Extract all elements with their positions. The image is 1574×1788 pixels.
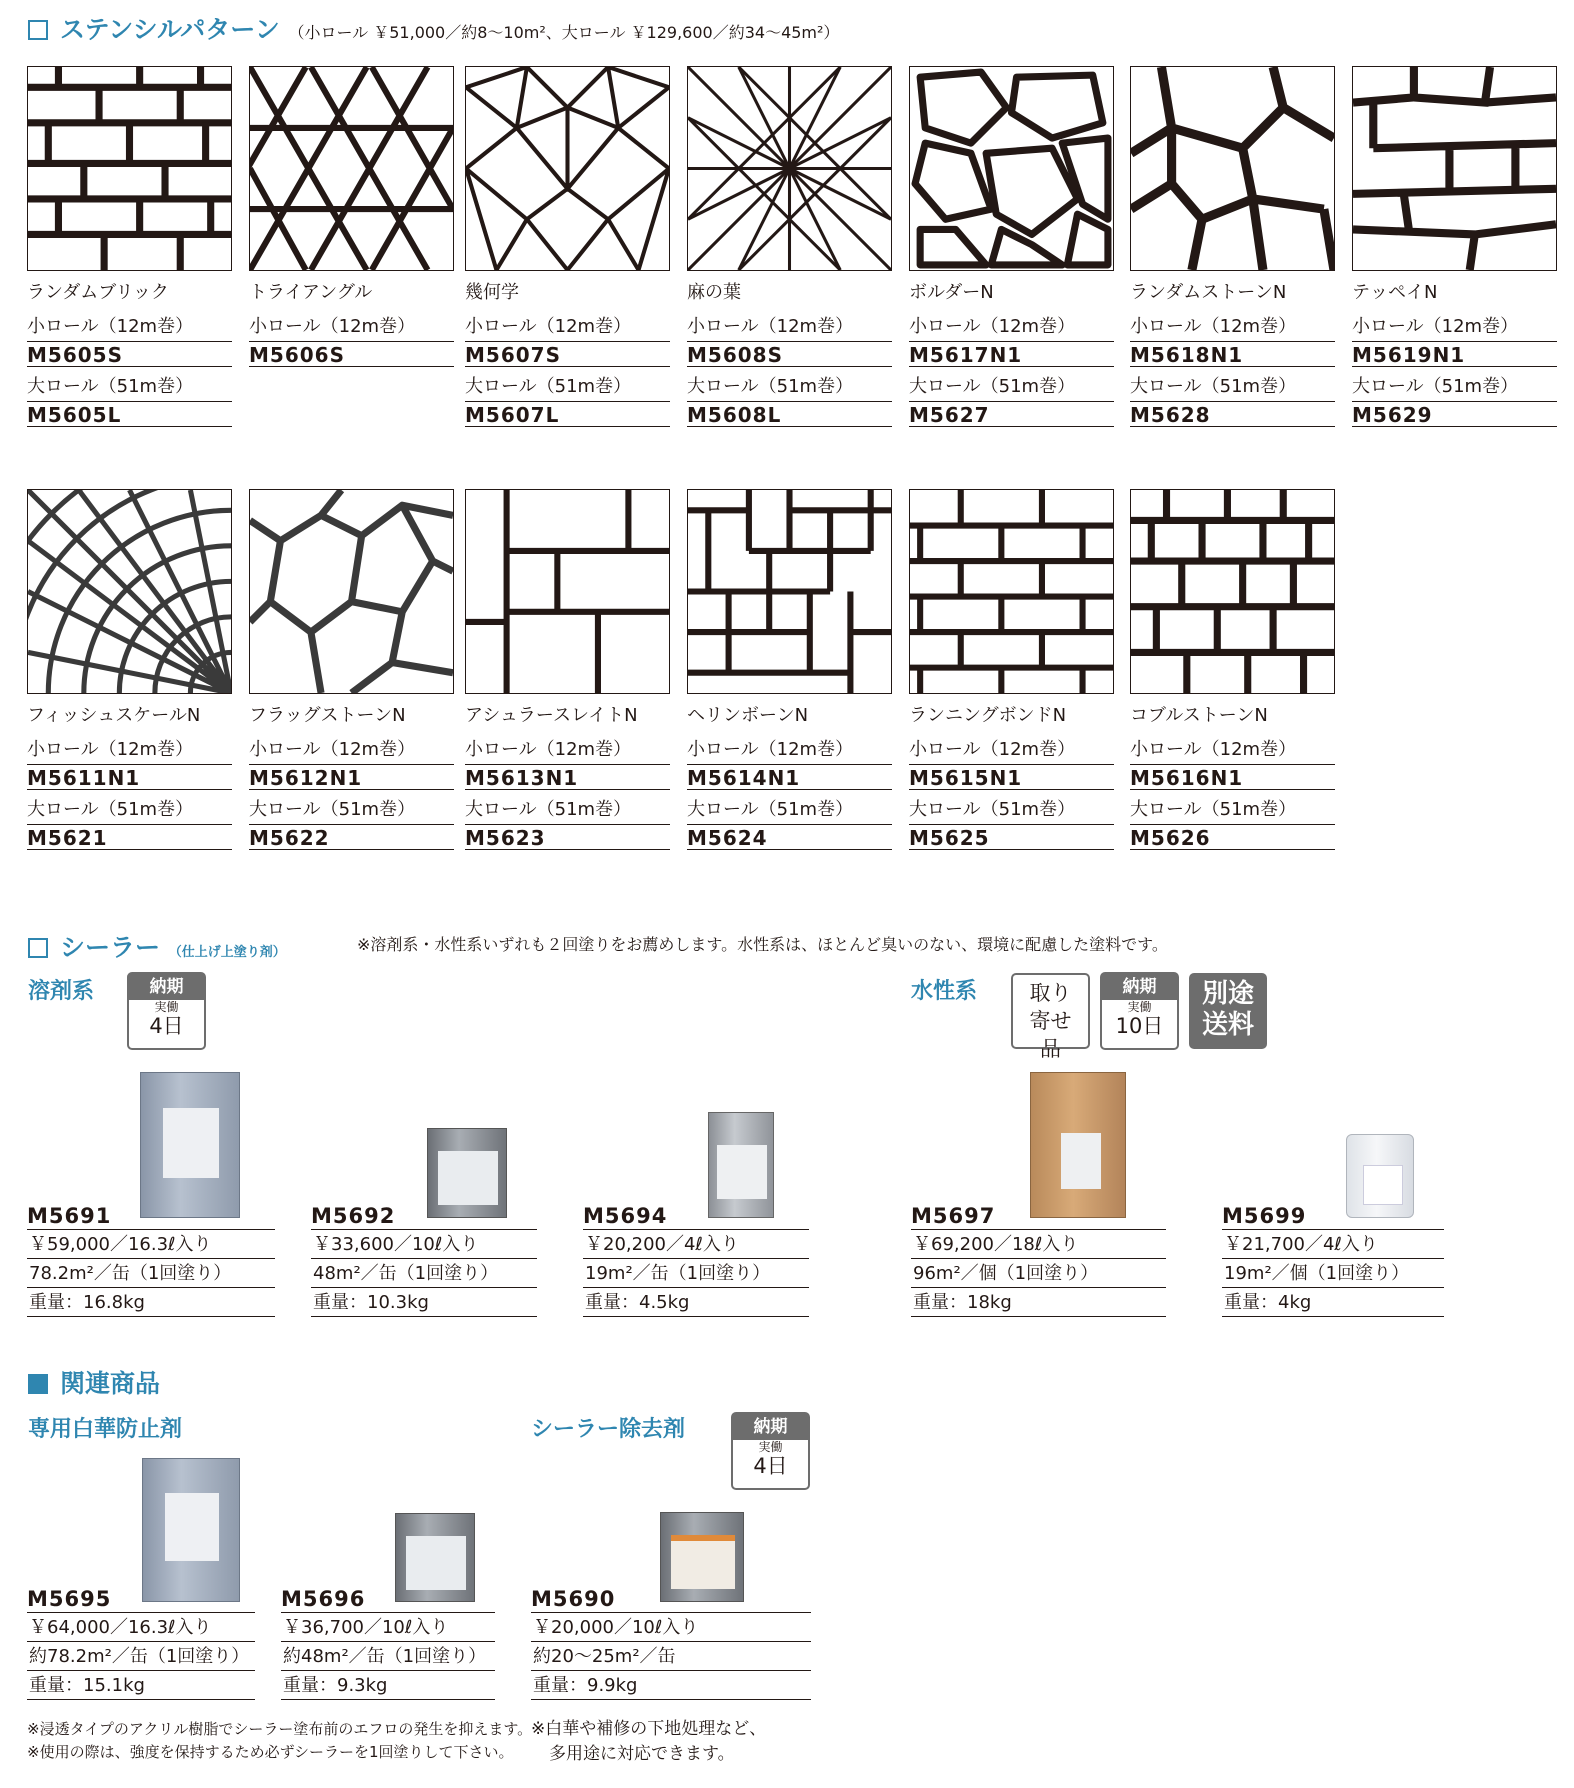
product-card (27, 1202, 275, 1317)
shipping-badge: 別途送料 (1189, 973, 1267, 1049)
small-roll-code: M5618N1 (1130, 341, 1335, 367)
efflorescence-note: ※浸透タイプのアクリル樹脂でシーラー塗布前のエフロの発生を抑えます。 (27, 1720, 533, 1738)
small-roll-label: 小ロール（12m巻） (1130, 316, 1297, 337)
stencil-card (909, 66, 1114, 427)
large-roll-code: M5624 (687, 824, 892, 850)
box-image (1030, 1072, 1126, 1218)
product-card (583, 1202, 809, 1317)
teppei-pattern (1352, 66, 1557, 271)
small-roll-label: 小ロール（12m巻） (27, 316, 194, 337)
large-roll-label: 大ロール（51m巻） (27, 799, 194, 820)
product-code: M5696 (281, 1585, 495, 1613)
hemp-leaf-pattern (687, 66, 892, 271)
remover-heading: シーラー除去剤 (531, 1417, 686, 1442)
product-card (531, 1585, 811, 1700)
water-heading: 水性系 (911, 979, 978, 1004)
lead-time-badge: 納期 実働 4日 (731, 1412, 810, 1490)
product-price: ￥69,200／18ℓ入り (911, 1230, 1166, 1259)
large-roll-label: 大ロール（51m巻） (909, 376, 1076, 397)
order-item-badge: 取り寄せ品 (1011, 973, 1090, 1049)
stencil-name: アシュラースレイトN (465, 705, 638, 726)
product-price: ￥59,000／16.3ℓ入り (27, 1230, 275, 1259)
large-roll-label: 大ロール（51m巻） (465, 799, 632, 820)
large-roll-code: M5625 (909, 824, 1114, 850)
stencil-card (687, 66, 892, 427)
stencil-card (465, 489, 670, 850)
filled-square-icon (28, 1374, 48, 1394)
stencil-name: ランニングボンドN (909, 705, 1067, 726)
product-code: M5695 (27, 1585, 255, 1613)
stencil-name: ランダムブリック (27, 282, 169, 303)
triangle-pattern (249, 66, 454, 271)
stencil-card (465, 66, 670, 427)
stencil-card (27, 66, 232, 427)
stencil-name: トライアングル (249, 282, 373, 303)
large-roll-label: 大ロール（51m巻） (465, 376, 632, 397)
stencil-name: フラッグストーンN (249, 705, 406, 726)
boulder-pattern (909, 66, 1114, 271)
product-coverage: 19m²／缶（1回塗り） (583, 1259, 809, 1288)
large-roll-code: M5627 (909, 401, 1114, 427)
small-roll-label: 小ロール（12m巻） (249, 739, 416, 760)
product-price: ￥36,700／10ℓ入り (281, 1613, 495, 1642)
stencil-card (1352, 66, 1557, 427)
product-code: M5697 (911, 1202, 1166, 1230)
small-roll-label: 小ロール（12m巻） (909, 316, 1076, 337)
product-weight: 重量：4.5kg (583, 1288, 809, 1317)
ashlar-slate-pattern (465, 489, 670, 694)
stencil-card (27, 489, 232, 850)
small-roll-label: 小ロール（12m巻） (687, 316, 854, 337)
product-coverage: 48m²／缶（1回塗り） (311, 1259, 537, 1288)
product-price: ￥20,000／10ℓ入り (531, 1613, 811, 1642)
large-roll-label: 大ロール（51m巻） (1130, 799, 1297, 820)
stencil-card (249, 66, 454, 367)
product-coverage: 約20～25m²／缶 (531, 1642, 811, 1671)
large-roll-code: M5623 (465, 824, 670, 850)
product-weight: 重量：16.8kg (27, 1288, 275, 1317)
stencil-name: テッペイN (1352, 282, 1438, 303)
small-roll-code: M5611N1 (27, 764, 232, 790)
related-section-title: 関連商品 (28, 1364, 160, 1400)
large-roll-label: 大ロール（51m巻） (909, 799, 1076, 820)
large-roll-code: M5607L (465, 401, 670, 427)
lead-time-badge: 納期 実働 4日 (127, 972, 206, 1050)
stencil-name: ヘリンボーンN (687, 705, 809, 726)
sealer-note: ※溶剤系・水性系いずれも２回塗りをお薦めします。水性系は、ほとんど臭いのない、環境に配慮した塗料です。 (357, 935, 1168, 954)
open-square-icon (28, 938, 48, 958)
running-bond-pattern (909, 489, 1114, 694)
large-roll-code: M5628 (1130, 401, 1335, 427)
stencil-card (909, 489, 1114, 850)
product-card (1222, 1202, 1444, 1317)
efflorescence-heading: 専用白華防止剤 (28, 1417, 183, 1442)
efflorescence-note: ※使用の際は、強度を保持するため必ずシーラーを1回塗りして下さい。 (27, 1743, 514, 1761)
small-roll-label: 小ロール（12m巻） (465, 316, 632, 337)
large-roll-label: 大ロール（51m巻） (687, 376, 854, 397)
product-code: M5691 (27, 1202, 275, 1230)
stencil-card (1130, 489, 1335, 850)
geometric-pattern (465, 66, 670, 271)
can-image (142, 1458, 240, 1602)
product-weight: 重量：18kg (911, 1288, 1166, 1317)
small-roll-code: M5613N1 (465, 764, 670, 790)
large-roll-label: 大ロール（51m巻） (1130, 376, 1297, 397)
large-roll-code: M5622 (249, 824, 454, 850)
large-roll-code: M5608L (687, 401, 892, 427)
small-roll-label: 小ロール（12m巻） (687, 739, 854, 760)
product-price: ￥64,000／16.3ℓ入り (27, 1613, 255, 1642)
product-weight: 重量：15.1kg (27, 1671, 255, 1700)
stencil-name: コブルストーンN (1130, 705, 1268, 726)
small-roll-label: 小ロール（12m巻） (27, 739, 194, 760)
stencil-card (1130, 66, 1335, 427)
small-roll-label: 小ロール（12m巻） (909, 739, 1076, 760)
product-coverage: 96m²／個（1回塗り） (911, 1259, 1166, 1288)
stencil-name: フィッシュスケールN (27, 705, 201, 726)
stencil-name: 麻の葉 (687, 282, 741, 303)
small-roll-code: M5606S (249, 341, 454, 367)
product-card (911, 1202, 1166, 1317)
solvent-heading: 溶剤系 (28, 979, 95, 1004)
small-roll-code: M5617N1 (909, 341, 1114, 367)
sealer-section-title: シーラー （仕上げ上塗り剤） (28, 928, 286, 964)
large-roll-label: 大ロール（51m巻） (249, 799, 416, 820)
flagstone-pattern (249, 489, 454, 694)
small-roll-code: M5612N1 (249, 764, 454, 790)
product-weight: 重量：9.9kg (531, 1671, 811, 1700)
stencil-name: ボルダーN (909, 282, 994, 303)
product-weight: 重量：4kg (1222, 1288, 1444, 1317)
small-roll-code: M5616N1 (1130, 764, 1335, 790)
small-roll-label: 小ロール（12m巻） (1130, 739, 1297, 760)
small-roll-code: M5619N1 (1352, 341, 1557, 367)
large-roll-label: 大ロール（51m巻） (687, 799, 854, 820)
product-weight: 重量：9.3kg (281, 1671, 495, 1700)
product-weight: 重量：10.3kg (311, 1288, 537, 1317)
small-roll-code: M5607S (465, 341, 670, 367)
can-image (140, 1072, 240, 1218)
lead-time-badge: 納期 実働 10日 (1100, 972, 1179, 1050)
herringbone-pattern (687, 489, 892, 694)
small-roll-code: M5615N1 (909, 764, 1114, 790)
product-price: ￥20,200／4ℓ入り (583, 1230, 809, 1259)
open-square-icon (28, 20, 48, 40)
large-roll-code: M5626 (1130, 824, 1335, 850)
product-card (27, 1585, 255, 1700)
remover-note: 多用途に対応できます。 (549, 1744, 735, 1764)
product-coverage: 約48m²／缶（1回塗り） (281, 1642, 495, 1671)
product-price: ￥21,700／4ℓ入り (1222, 1230, 1444, 1259)
large-roll-code: M5629 (1352, 401, 1557, 427)
large-roll-label: 大ロール（51m巻） (27, 376, 194, 397)
cobblestone-pattern (1130, 489, 1335, 694)
product-card (311, 1202, 537, 1317)
large-roll-code: M5605L (27, 401, 232, 427)
random-brick-pattern (27, 66, 232, 271)
product-code: M5690 (531, 1585, 811, 1613)
stencil-price-note: （小ロール ￥51,000／約8～10m²、大ロール ￥129,600／約34～45m²） (288, 23, 840, 42)
small-roll-code: M5608S (687, 341, 892, 367)
stencil-section-title: ステンシルパターン （小ロール ￥51,000／約8～10m²、大ロール ￥129,600／約34～45m²） (28, 10, 839, 46)
product-coverage: 約78.2m²／缶（1回塗り） (27, 1642, 255, 1671)
small-roll-label: 小ロール（12m巻） (465, 739, 632, 760)
small-roll-code: M5614N1 (687, 764, 892, 790)
product-price: ￥33,600／10ℓ入り (311, 1230, 537, 1259)
small-roll-label: 小ロール（12m巻） (249, 316, 416, 337)
product-coverage: 19m²／個（1回塗り） (1222, 1259, 1444, 1288)
product-card (281, 1585, 495, 1700)
stencil-name: 幾何学 (465, 282, 519, 303)
random-stone-pattern (1130, 66, 1335, 271)
product-code: M5694 (583, 1202, 809, 1230)
small-roll-code: M5605S (27, 341, 232, 367)
stencil-card (249, 489, 454, 850)
large-roll-label: 大ロール（51m巻） (1352, 376, 1519, 397)
product-code: M5699 (1222, 1202, 1444, 1230)
stencil-card (687, 489, 892, 850)
stencil-name: ランダムストーンN (1130, 282, 1287, 303)
remover-note: ※白華や補修の下地処理など、 (531, 1719, 767, 1739)
product-coverage: 78.2m²／缶（1回塗り） (27, 1259, 275, 1288)
small-roll-label: 小ロール（12m巻） (1352, 316, 1519, 337)
large-roll-code: M5621 (27, 824, 232, 850)
fish-scale-pattern (27, 489, 232, 694)
product-code: M5692 (311, 1202, 537, 1230)
